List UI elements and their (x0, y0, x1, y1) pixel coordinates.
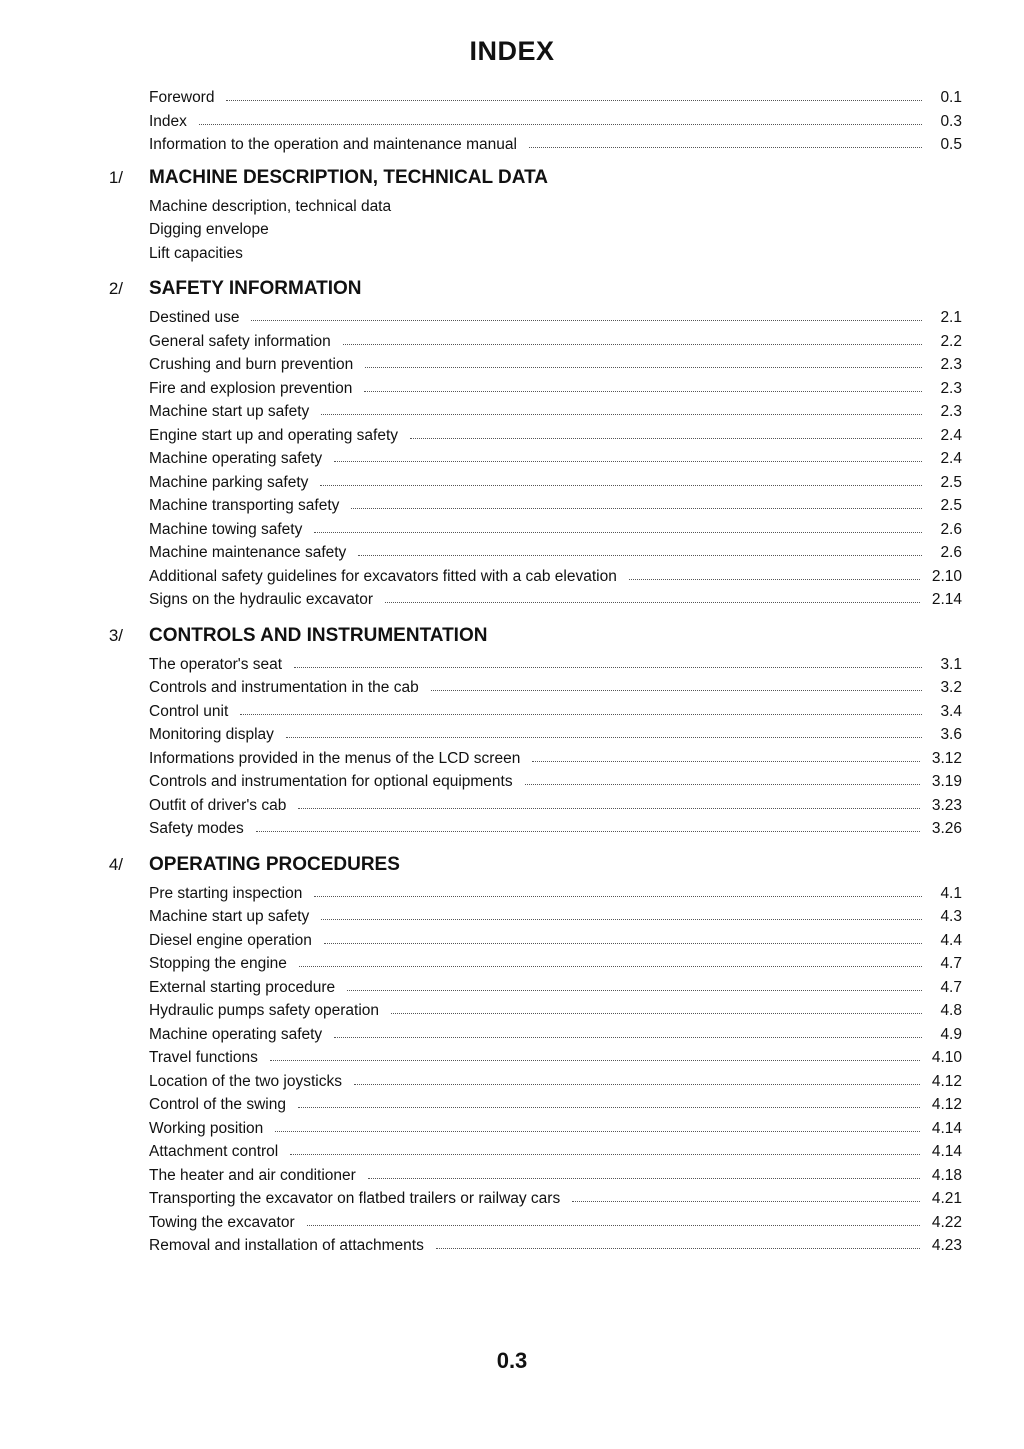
dot-leader (275, 1117, 920, 1132)
index-entry[interactable] (149, 1117, 962, 1141)
entry-page-number: 2.10 (931, 567, 962, 585)
section-number-cell (100, 163, 149, 193)
index-entry[interactable] (149, 770, 962, 794)
entry-page-number: 0.5 (940, 136, 962, 153)
front-matter (100, 86, 962, 157)
section-title: OPERATING PROCEDURES (149, 853, 400, 875)
entry-title: Control of the swing (149, 1096, 286, 1113)
entry-title: Destined use (149, 309, 240, 326)
index-entry[interactable] (149, 1070, 962, 1094)
entry-page-number: 2.5 (940, 497, 962, 514)
index-entry[interactable] (149, 952, 962, 976)
entry-page-number: 4.10 (931, 1049, 962, 1066)
dot-leader (321, 905, 922, 920)
entry-page-number: 3.19 (931, 773, 962, 790)
entry-page-number: 3.1 (940, 655, 962, 673)
entry-title: The operator's seat (149, 655, 283, 673)
section-entries (100, 306, 962, 612)
index-section (100, 163, 962, 266)
dot-leader (298, 794, 919, 809)
dot-leader (299, 952, 922, 967)
section-heading[interactable] (100, 850, 962, 880)
page-title: INDEX (469, 36, 555, 66)
dot-leader (324, 929, 922, 944)
entry-page-number: 2.3 (940, 403, 962, 420)
entry-title: Information to the operation and maintenance manual (149, 136, 517, 153)
index-entry[interactable] (149, 1211, 962, 1235)
entry-page-number: 2.2 (940, 332, 962, 350)
entry-title: Towing the excavator (149, 1213, 295, 1231)
dot-leader (321, 400, 922, 415)
entry-title: External starting procedure (149, 978, 336, 996)
dot-leader (320, 471, 922, 486)
entry-title: Additional safety guidelines for excavators fitted with a cab elevation (149, 567, 617, 585)
entry-title: Working position (149, 1119, 264, 1137)
entry-page-number: 4.21 (931, 1190, 962, 1207)
index-entry[interactable] (149, 133, 962, 157)
section-heading[interactable] (100, 274, 962, 304)
section-entries (100, 882, 962, 1258)
section-title: MACHINE DESCRIPTION, TECHNICAL DATA (149, 166, 548, 188)
entry-page-number: 4.14 (931, 1143, 962, 1160)
entry-page-number: 3.4 (940, 702, 962, 720)
front-matter-entries (100, 86, 962, 157)
index-entry[interactable] (149, 218, 962, 242)
entry-title: Controls and instrumentation for optional equipments (149, 773, 513, 790)
entry-title: Stopping the engine (149, 955, 287, 972)
dot-leader (298, 1093, 920, 1108)
dot-leader (270, 1046, 920, 1061)
dot-leader (358, 541, 922, 556)
index-entry[interactable] (149, 700, 962, 724)
entry-page-number: 4.3 (940, 908, 962, 925)
dot-leader (240, 700, 922, 715)
section-list (100, 163, 962, 1258)
entry-title: Informations provided in the menus of the LCD screen (149, 749, 521, 767)
dot-leader (251, 306, 922, 321)
index-entry[interactable] (149, 588, 962, 612)
entry-page-number: 2.4 (940, 426, 962, 444)
index-entry[interactable] (149, 377, 962, 401)
entry-title: Location of the two joysticks (149, 1072, 342, 1090)
dot-leader (410, 424, 922, 439)
entry-page-number: 4.18 (931, 1166, 962, 1184)
index-entry[interactable] (149, 1023, 962, 1047)
entry-title: The heater and air conditioner (149, 1166, 356, 1184)
entry-page-number: 4.1 (940, 884, 962, 902)
entry-title: Engine start up and operating safety (149, 426, 399, 444)
page-number: 0.3 (496, 1348, 528, 1373)
section-number-cell (100, 621, 149, 651)
entry-page-number: 4.12 (931, 1096, 962, 1113)
entry-title: Control unit (149, 702, 229, 720)
dot-leader (365, 353, 922, 368)
section-heading[interactable] (100, 621, 962, 651)
entry-title: Machine operating safety (149, 1025, 323, 1043)
entry-title: Removal and installation of attachments (149, 1237, 424, 1254)
entry-title: Outfit of driver's cab (149, 796, 287, 814)
dot-leader (334, 1023, 922, 1038)
index-entry[interactable] (149, 471, 962, 495)
dot-leader (351, 494, 922, 509)
index-entry[interactable] (149, 1093, 962, 1117)
index-entry[interactable] (149, 400, 962, 424)
dot-leader (307, 1211, 920, 1226)
entry-title: Signs on the hydraulic excavator (149, 591, 374, 608)
entry-title: General safety information (149, 332, 331, 350)
entry-page-number: 3.2 (940, 679, 962, 696)
dot-leader (436, 1234, 920, 1249)
entry-page-number: 4.4 (940, 931, 962, 949)
index-entry[interactable] (149, 330, 962, 354)
dot-leader (525, 770, 920, 785)
index-entry[interactable] (149, 747, 962, 771)
entry-page-number: 4.14 (931, 1119, 962, 1137)
dot-leader (364, 377, 922, 392)
entry-page-number: 4.7 (940, 955, 962, 972)
index-entry[interactable] (149, 110, 962, 134)
index-entry[interactable] (149, 676, 962, 700)
entry-title: Machine transporting safety (149, 497, 340, 514)
entry-page-number: 3.23 (931, 796, 962, 814)
entry-title: Machine operating safety (149, 450, 323, 467)
entry-title: Attachment control (149, 1143, 279, 1160)
entry-page-number: 4.12 (931, 1072, 962, 1090)
entry-page-number: 2.6 (940, 544, 962, 561)
entry-page-number: 4.8 (940, 1002, 962, 1019)
dot-leader (290, 1140, 920, 1155)
index-entry[interactable] (149, 976, 962, 1000)
index-entry[interactable] (149, 565, 962, 589)
section-title: SAFETY INFORMATION (149, 278, 362, 299)
index-entry[interactable] (149, 723, 962, 747)
entry-page-number: 4.23 (931, 1237, 962, 1254)
dot-leader (391, 999, 922, 1014)
index-content (100, 86, 962, 1267)
entry-title: Pre starting inspection (149, 884, 303, 902)
entry-title: Travel functions (149, 1049, 258, 1066)
dot-leader (347, 976, 922, 991)
index-entry[interactable] (149, 794, 962, 818)
entry-page-number: 3.26 (931, 820, 962, 837)
dot-leader (199, 110, 922, 125)
dot-leader (226, 86, 922, 101)
index-entry[interactable] (149, 494, 962, 518)
index-entry[interactable] (149, 242, 962, 266)
dot-leader (314, 882, 922, 897)
section-title: CONTROLS AND INSTRUMENTATION (149, 624, 488, 646)
index-section (100, 621, 962, 841)
dot-leader (532, 747, 919, 762)
entry-title: Foreword (149, 89, 215, 106)
dot-leader (572, 1187, 920, 1202)
index-entry[interactable] (149, 929, 962, 953)
entry-title: Crushing and burn prevention (149, 356, 354, 373)
entry-page-number: 2.1 (940, 309, 962, 326)
entry-page-number: 0.1 (940, 89, 962, 106)
entry-page-number: 2.6 (940, 520, 962, 538)
index-entry[interactable] (149, 999, 962, 1023)
entry-title: Fire and explosion prevention (149, 379, 353, 397)
entry-title: Lift capacities (149, 244, 243, 262)
entry-page-number: 3.12 (931, 749, 962, 767)
dot-leader (314, 518, 922, 533)
entry-title: Diesel engine operation (149, 931, 312, 949)
entry-title: Machine parking safety (149, 473, 309, 491)
entry-page-number: 2.5 (940, 473, 962, 491)
index-entry[interactable] (149, 905, 962, 929)
index-entry[interactable] (149, 424, 962, 448)
section-heading[interactable] (100, 163, 962, 193)
dot-leader (368, 1164, 920, 1179)
entry-title: Digging envelope (149, 221, 269, 238)
entry-title: Controls and instrumentation in the cab (149, 679, 419, 696)
dot-leader (256, 817, 920, 832)
entry-title: Hydraulic pumps safety operation (149, 1002, 380, 1019)
entry-page-number: 4.9 (940, 1025, 962, 1043)
entry-page-number: 4.22 (931, 1213, 962, 1231)
index-entry[interactable] (149, 1234, 962, 1258)
section-number-cell (100, 274, 149, 304)
section-number: 3/ (108, 625, 123, 645)
entry-title: Machine start up safety (149, 908, 310, 925)
index-entry[interactable] (149, 1046, 962, 1070)
dot-leader (343, 330, 922, 345)
index-entry[interactable] (149, 195, 962, 219)
entry-title: Machine description, technical data (149, 197, 392, 215)
section-number: 1/ (108, 167, 123, 187)
entry-title: Machine towing safety (149, 520, 303, 538)
section-number: 2/ (108, 279, 123, 298)
index-entry[interactable] (149, 447, 962, 471)
section-entries (100, 195, 962, 266)
entry-title: Transporting the excavator on flatbed trailers or railway cars (149, 1190, 561, 1207)
entry-title: Machine start up safety (149, 403, 310, 420)
entry-title: Safety modes (149, 820, 244, 837)
index-entry[interactable] (149, 86, 962, 110)
entry-title: Machine maintenance safety (149, 544, 347, 561)
dot-leader (286, 723, 922, 738)
index-entry[interactable] (149, 882, 962, 906)
dot-leader (529, 133, 922, 148)
dot-leader (431, 676, 922, 691)
entry-page-number: 4.7 (940, 978, 962, 996)
index-entry[interactable] (149, 1140, 962, 1164)
dot-leader (629, 565, 920, 580)
entry-page-number: 2.4 (940, 450, 962, 467)
index-entry[interactable] (149, 817, 962, 841)
index-entry[interactable] (149, 1187, 962, 1211)
entry-page-number: 3.6 (940, 726, 962, 743)
dot-leader (334, 447, 922, 462)
section-number-cell (100, 850, 149, 880)
index-section (100, 274, 962, 612)
entry-page-number: 2.3 (940, 379, 962, 397)
index-entry[interactable] (149, 518, 962, 542)
section-number: 4/ (108, 854, 123, 874)
entry-title: Monitoring display (149, 726, 274, 743)
index-entry[interactable] (149, 541, 962, 565)
dot-leader (354, 1070, 920, 1085)
entry-page-number: 2.14 (931, 591, 962, 608)
dot-leader (385, 588, 920, 603)
dot-leader (294, 653, 922, 668)
index-entry[interactable] (149, 306, 962, 330)
index-section (100, 850, 962, 1258)
entry-page-number: 2.3 (940, 356, 962, 373)
index-entry[interactable] (149, 653, 962, 677)
entry-page-number: 0.3 (940, 112, 962, 130)
index-entry[interactable] (149, 1164, 962, 1188)
section-entries (100, 653, 962, 841)
index-entry[interactable] (149, 353, 962, 377)
entry-title: Index (149, 112, 187, 130)
